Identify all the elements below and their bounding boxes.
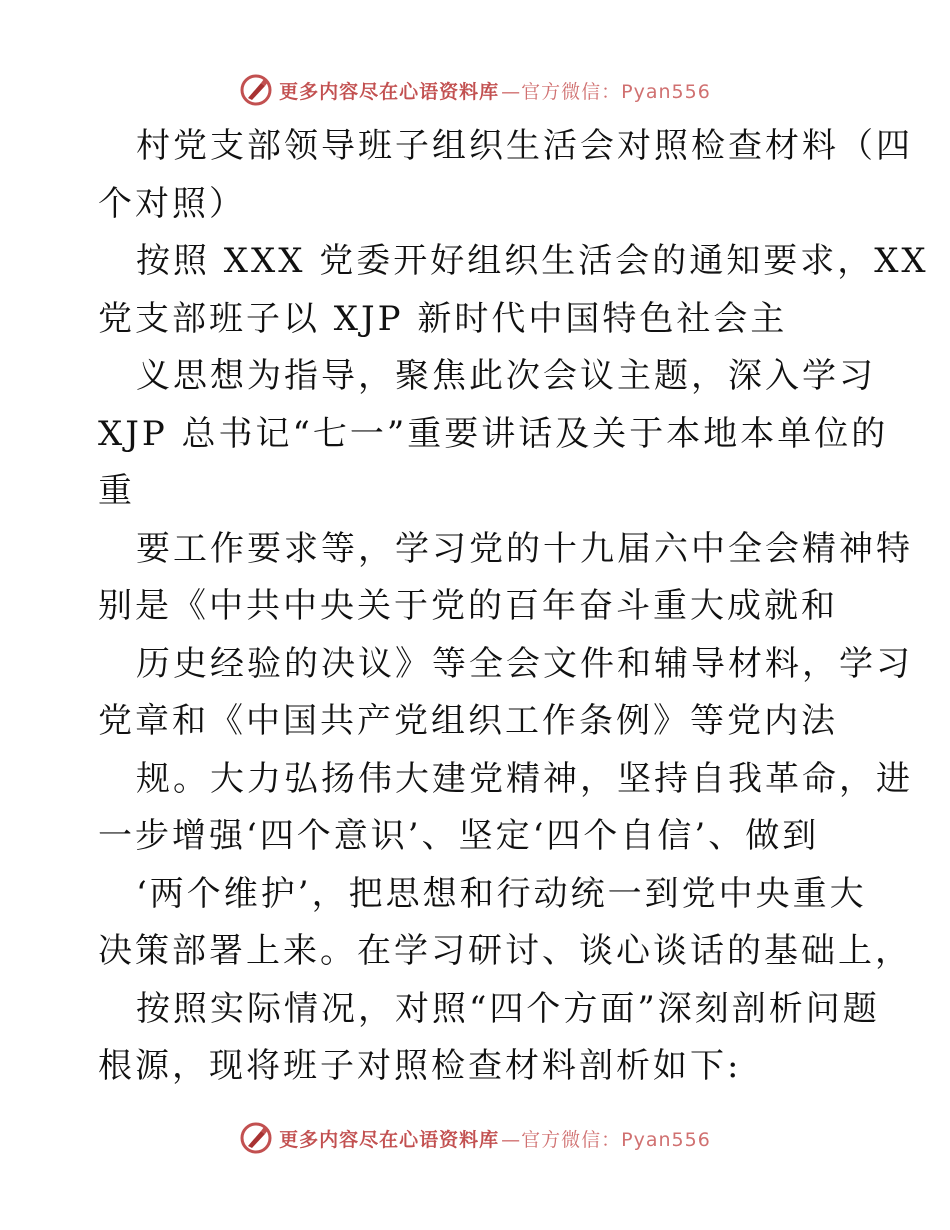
text-line: 规。大力弘扬伟大建党精神，坚持自我革命，进 [136, 758, 913, 799]
pen-circle-logo-icon [239, 73, 273, 107]
text-line: 要工作要求等，学习党的十九届六中全会精神特 [136, 528, 913, 569]
watermark-brand: 更多内容尽在心语资料库 [279, 1128, 500, 1151]
footer-watermark [0, 1118, 950, 1158]
text-line: XJP 总书记“七一”重要讲话及关于本地本单位的 [98, 413, 889, 454]
watermark-brand: 更多内容尽在心语资料库 [279, 80, 500, 103]
text-line: ‘两个维护’，把思想和行动统一到党中央重大 [136, 873, 867, 914]
text-line: 个对照） [98, 183, 246, 224]
watermark-contact: —官方微信：Pyan556 [501, 1128, 711, 1151]
text-line: 按照实际情况，对照“四个方面”深刻剖析问题 [136, 988, 880, 1029]
text-line: 根源，现将班子对照检查材料剖析如下: [98, 1046, 742, 1086]
pen-circle-logo-icon [239, 1121, 273, 1155]
header-watermark [0, 70, 950, 110]
document-body [98, 118, 929, 1096]
text-line: 义思想为指导，聚焦此次会议主题，深入学习 [136, 356, 876, 396]
text-line: 决策部署上来。在学习研讨、谈心谈话的基础上， [98, 931, 912, 971]
text-line: 按照 XXX 党委开好组织生活会的通知要求，XX [136, 241, 929, 281]
text-line: 重 [98, 471, 135, 511]
text-line: 历史经验的决议》等全会文件和辅导材料，学习 [136, 643, 913, 684]
text-line: 一步增强‘四个意识’、坚定‘四个自信’、做到 [98, 816, 820, 856]
watermark-contact: —官方微信：Pyan556 [501, 80, 711, 103]
text-line: 党支部班子以 XJP 新时代中国特色社会主 [98, 298, 788, 339]
text-line: 村党支部领导班子组织生活会对照检查材料（四 [136, 126, 913, 166]
text-line: 党章和《中国共产党组织工作条例》等党内法 [98, 701, 838, 741]
text-line: 别是《中共中央关于党的百年奋斗重大成就和 [98, 586, 838, 626]
